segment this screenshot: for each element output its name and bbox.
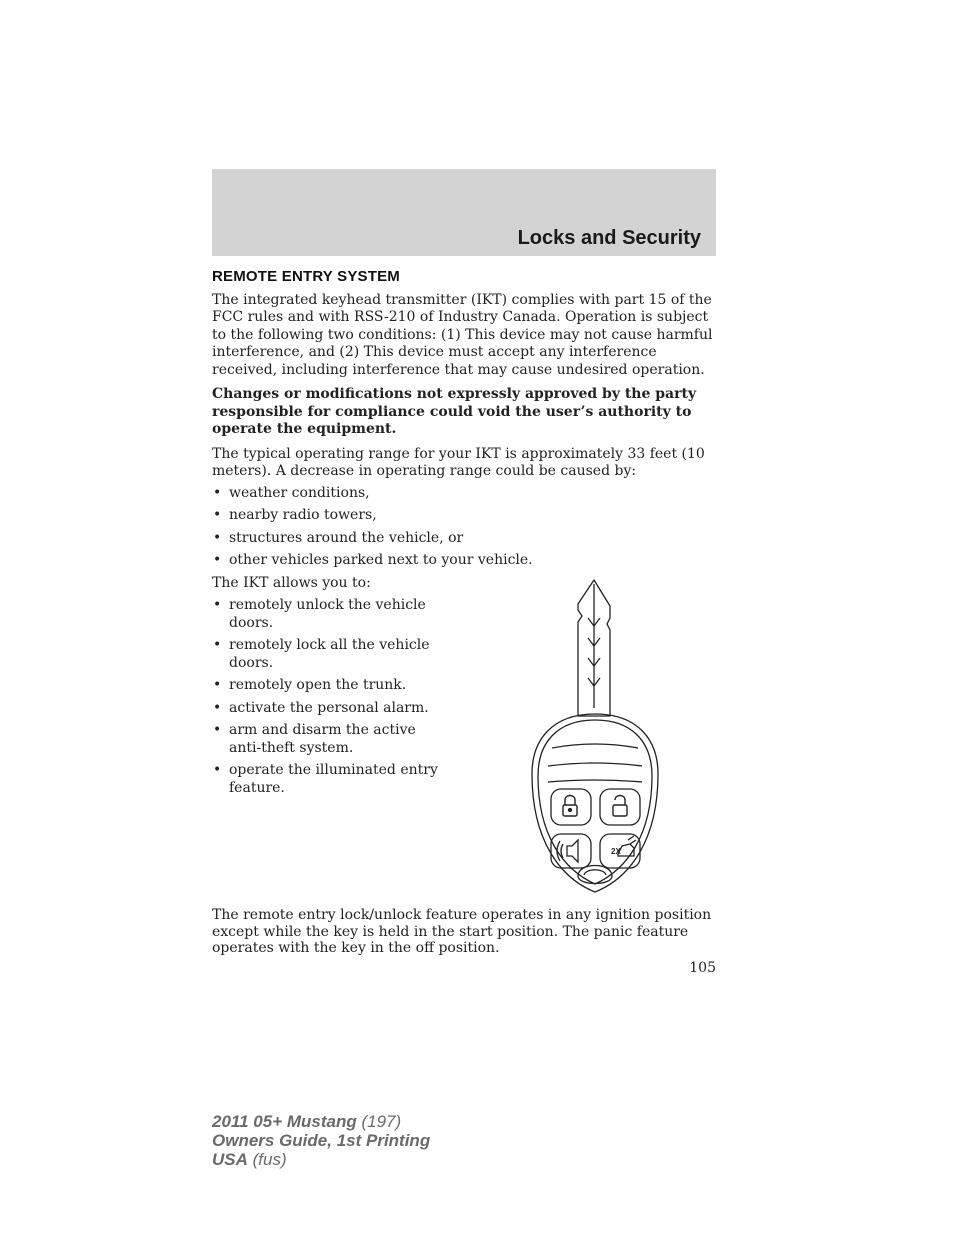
list-item: • operate the illuminated entry feature.	[212, 762, 442, 797]
lock-button	[551, 789, 591, 825]
compliance-paragraph: The integrated keyhead transmitter (IKT) complies with part 15 of the FCC rules and with RSS-210 of Industry Canada. Operation is subject to the following two conditions: (1) This device may not cause harmful interference, and (2) This device must accept any interference received, including interference that may cause undesired operation.	[212, 291, 713, 378]
footer-market-code: (fus)	[252, 1150, 287, 1169]
allows-label: The IKT allows you to:	[212, 574, 371, 591]
trunk-button-label: 2X	[611, 847, 621, 856]
features-list	[212, 597, 442, 797]
footer-model: 2011 05+ Mustang	[212, 1112, 357, 1131]
list-item: • arm and disarm the active anti-theft system.	[212, 722, 442, 757]
key-blade	[578, 580, 610, 716]
footer-model-code: (197)	[361, 1112, 402, 1131]
header-band	[212, 169, 716, 256]
footer-line-2	[212, 1131, 430, 1150]
warning-paragraph: Changes or modifications not expressly approved by the party responsible for compliance could void the user’s authority to operate the equipment.	[212, 386, 697, 437]
page-number: 105	[689, 960, 716, 976]
footer-line-1	[212, 1112, 430, 1131]
list-item: • activate the personal alarm.	[212, 700, 442, 718]
list-item: • remotely lock all the vehicle doors.	[212, 637, 442, 672]
list-item: • nearby radio towers,	[212, 507, 716, 525]
footer	[212, 1112, 430, 1169]
list-item: • weather conditions,	[212, 485, 716, 503]
list-item: • structures around the vehicle, or	[212, 530, 716, 548]
footer-guide: Owners Guide, 1st Printing	[212, 1131, 431, 1150]
unlock-button	[600, 789, 640, 825]
key-ring-loop	[578, 866, 612, 884]
section-heading: REMOTE ENTRY SYSTEM	[212, 268, 400, 285]
unlock-icon	[613, 796, 627, 817]
list-item: • remotely open the trunk.	[212, 677, 442, 695]
closing-paragraph: The remote entry lock/unlock feature operates in any ignition position except while the key is held in the start position. The panic feature operates with the key in the off position.	[212, 907, 712, 956]
range-conditions-list	[212, 485, 716, 570]
footer-line-3	[212, 1150, 430, 1169]
lock-icon	[563, 796, 577, 817]
list-item: • other vehicles parked next to your vehicle.	[212, 552, 716, 570]
chapter-title: Locks and Security	[517, 227, 701, 249]
footer-market: USA	[212, 1150, 248, 1169]
key-fob-illustration	[530, 578, 660, 896]
list-item: • remotely unlock the vehicle doors.	[212, 597, 442, 632]
range-paragraph: The typical operating range for your IKT is approximately 33 feet (10 meters). A decrease in operating range could be caused by:	[212, 445, 705, 479]
panic-alarm-icon	[557, 840, 578, 862]
